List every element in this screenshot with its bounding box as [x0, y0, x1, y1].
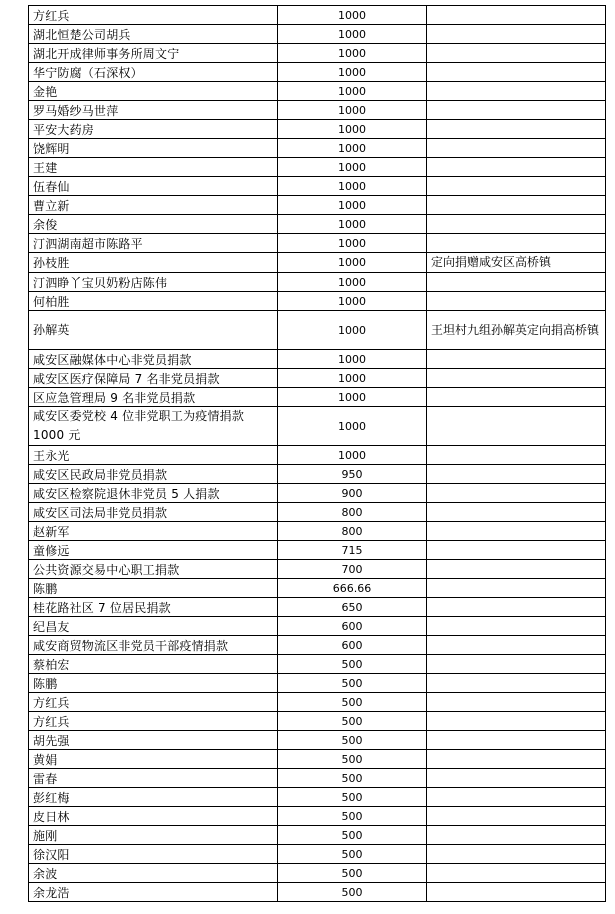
note-cell: [427, 292, 606, 311]
note-cell: [427, 826, 606, 845]
amount-cell: 1000: [278, 234, 427, 253]
donor-name-cell: 胡先强: [29, 731, 278, 750]
table-row: [29, 6, 606, 25]
donor-name-cell: 何柏胜: [29, 292, 278, 311]
donor-name-cell: 饶辉明: [29, 139, 278, 158]
amount-cell: 1000: [278, 82, 427, 101]
note-cell: [427, 465, 606, 484]
table-row: [29, 598, 606, 617]
amount-cell: 1000: [278, 101, 427, 120]
amount-cell: 1000: [278, 292, 427, 311]
donor-name-cell: 王建: [29, 158, 278, 177]
table-row: [29, 234, 606, 253]
note-cell: [427, 788, 606, 807]
note-cell: [427, 234, 606, 253]
note-cell: [427, 484, 606, 503]
note-cell: [427, 215, 606, 234]
amount-cell: 666.66: [278, 579, 427, 598]
table-row: [29, 522, 606, 541]
donor-name-cell: 华宁防腐（石深权）: [29, 63, 278, 82]
donor-name-cell: 罗马婚纱马世萍: [29, 101, 278, 120]
amount-cell: 1000: [278, 120, 427, 139]
donor-name-cell: 咸安区司法局非党员捐款: [29, 503, 278, 522]
table-row: [29, 82, 606, 101]
table-row: [29, 215, 606, 234]
amount-cell: 1000: [278, 25, 427, 44]
amount-cell: 500: [278, 712, 427, 731]
table-row: [29, 101, 606, 120]
table-row: [29, 311, 606, 350]
note-cell: [427, 693, 606, 712]
amount-cell: 500: [278, 845, 427, 864]
note-cell: [427, 196, 606, 215]
donor-name-cell: 赵新军: [29, 522, 278, 541]
amount-cell: 500: [278, 674, 427, 693]
table-row: [29, 807, 606, 826]
amount-cell: 650: [278, 598, 427, 617]
donor-name-cell: 方红兵: [29, 6, 278, 25]
donor-name-cell: 公共资源交易中心职工捐款: [29, 560, 278, 579]
note-cell: [427, 158, 606, 177]
amount-cell: 1000: [278, 6, 427, 25]
amount-cell: 1000: [278, 369, 427, 388]
amount-cell: 500: [278, 693, 427, 712]
donor-name-cell: 湖北恒楚公司胡兵: [29, 25, 278, 44]
table-row: [29, 731, 606, 750]
amount-cell: 1000: [278, 311, 427, 350]
amount-cell: 800: [278, 503, 427, 522]
donor-name-cell: 咸安区委党校 4 位非党职工为疫情捐款 1000 元: [29, 407, 278, 446]
note-cell: [427, 617, 606, 636]
amount-cell: 500: [278, 655, 427, 674]
note-cell: [427, 63, 606, 82]
table-row: [29, 158, 606, 177]
donor-name-cell: 咸安商贸物流区非党员干部疫情捐款: [29, 636, 278, 655]
table-row: [29, 25, 606, 44]
donor-name-cell: 徐汉阳: [29, 845, 278, 864]
amount-cell: 500: [278, 750, 427, 769]
table-row: [29, 253, 606, 273]
note-cell: [427, 446, 606, 465]
donor-name-cell: 陈鹏: [29, 579, 278, 598]
table-row: [29, 177, 606, 196]
note-cell: [427, 864, 606, 883]
note-cell: [427, 139, 606, 158]
amount-cell: 1000: [278, 177, 427, 196]
donor-name-cell: 区应急管理局 9 名非党员捐款: [29, 388, 278, 407]
amount-cell: 500: [278, 826, 427, 845]
table-row: [29, 465, 606, 484]
amount-cell: 500: [278, 807, 427, 826]
table-row: [29, 579, 606, 598]
donor-name-cell: 余俊: [29, 215, 278, 234]
note-cell: [427, 177, 606, 196]
table-row: [29, 407, 606, 446]
table-row: [29, 826, 606, 845]
donor-name-cell: 平安大药房: [29, 120, 278, 139]
amount-cell: 500: [278, 883, 427, 902]
note-cell: [427, 120, 606, 139]
donor-name-cell: 余龙浩: [29, 883, 278, 902]
note-cell: [427, 407, 606, 446]
amount-cell: 1000: [278, 158, 427, 177]
note-cell: [427, 25, 606, 44]
note-cell: [427, 44, 606, 63]
table-row: [29, 484, 606, 503]
note-cell: [427, 579, 606, 598]
donor-name-cell: 孙枝胜: [29, 253, 278, 273]
table-row: [29, 196, 606, 215]
amount-cell: 1000: [278, 215, 427, 234]
table-row: [29, 560, 606, 579]
amount-cell: 800: [278, 522, 427, 541]
donor-name-cell: 曹立新: [29, 196, 278, 215]
note-cell: [427, 712, 606, 731]
donor-name-cell: 汀泗睁丫宝贝奶粉店陈伟: [29, 273, 278, 292]
amount-cell: 500: [278, 769, 427, 788]
table-row: [29, 883, 606, 902]
donor-name-cell: 蔡柏宏: [29, 655, 278, 674]
donor-name-cell: 纪昌友: [29, 617, 278, 636]
note-cell: [427, 883, 606, 902]
table-row: [29, 845, 606, 864]
donor-name-cell: 方红兵: [29, 693, 278, 712]
amount-cell: 1000: [278, 446, 427, 465]
table-row: [29, 693, 606, 712]
table-row: [29, 139, 606, 158]
donor-name-cell: 黄娟: [29, 750, 278, 769]
donor-name-cell: 咸安区融媒体中心非党员捐款: [29, 350, 278, 369]
table-row: [29, 388, 606, 407]
amount-cell: 715: [278, 541, 427, 560]
amount-cell: 600: [278, 617, 427, 636]
amount-cell: 1000: [278, 44, 427, 63]
donor-name-cell: 汀泗湖南超市陈路平: [29, 234, 278, 253]
amount-cell: 950: [278, 465, 427, 484]
table-row: [29, 788, 606, 807]
note-cell: [427, 674, 606, 693]
table-row: [29, 63, 606, 82]
note-cell: [427, 769, 606, 788]
amount-cell: 600: [278, 636, 427, 655]
donor-name-cell: 皮日林: [29, 807, 278, 826]
donor-name-cell: 余波: [29, 864, 278, 883]
table-row: [29, 292, 606, 311]
note-cell: [427, 101, 606, 120]
donor-name-cell: 方红兵: [29, 712, 278, 731]
note-cell: 定向捐赠咸安区高桥镇: [427, 253, 606, 273]
note-cell: [427, 560, 606, 579]
donor-name-cell: 雷春: [29, 769, 278, 788]
amount-cell: 500: [278, 864, 427, 883]
table-row: [29, 712, 606, 731]
note-cell: [427, 82, 606, 101]
donor-name-cell: 咸安区民政局非党员捐款: [29, 465, 278, 484]
donor-name-cell: 彭红梅: [29, 788, 278, 807]
note-cell: [427, 350, 606, 369]
table-row: [29, 273, 606, 292]
table-row: [29, 655, 606, 674]
table-row: [29, 369, 606, 388]
donor-name-cell: 桂花路社区 7 位居民捐款: [29, 598, 278, 617]
note-cell: [427, 369, 606, 388]
table-row: [29, 864, 606, 883]
table-row: [29, 350, 606, 369]
table-row: [29, 769, 606, 788]
table-row: [29, 541, 606, 560]
donor-name-cell: 王永光: [29, 446, 278, 465]
amount-cell: 1000: [278, 273, 427, 292]
note-cell: [427, 6, 606, 25]
note-cell: [427, 273, 606, 292]
amount-cell: 1000: [278, 196, 427, 215]
amount-cell: 1000: [278, 350, 427, 369]
amount-cell: 1000: [278, 388, 427, 407]
amount-cell: 900: [278, 484, 427, 503]
table-row: [29, 503, 606, 522]
note-cell: [427, 636, 606, 655]
donor-name-cell: 咸安区医疗保障局 7 名非党员捐款: [29, 369, 278, 388]
note-cell: [427, 807, 606, 826]
amount-cell: 700: [278, 560, 427, 579]
donor-name-cell: 童修远: [29, 541, 278, 560]
donor-name-cell: 伍春仙: [29, 177, 278, 196]
amount-cell: 1000: [278, 407, 427, 446]
donor-name-cell: 湖北开成律师事务所周文宁: [29, 44, 278, 63]
table-row: [29, 636, 606, 655]
amount-cell: 1000: [278, 139, 427, 158]
amount-cell: 500: [278, 788, 427, 807]
table-row: [29, 674, 606, 693]
table-row: [29, 617, 606, 636]
table-row: [29, 120, 606, 139]
note-cell: [427, 388, 606, 407]
donor-name-cell: 咸安区检察院退休非党员 5 人捐款: [29, 484, 278, 503]
donor-name-cell: 陈鹏: [29, 674, 278, 693]
table-row: [29, 750, 606, 769]
amount-cell: 1000: [278, 253, 427, 273]
note-cell: [427, 522, 606, 541]
note-cell: 王坦村九组孙解英定向捐高桥镇: [427, 311, 606, 350]
note-cell: [427, 655, 606, 674]
note-cell: [427, 731, 606, 750]
amount-cell: 500: [278, 731, 427, 750]
note-cell: [427, 750, 606, 769]
donor-name-cell: 施刚: [29, 826, 278, 845]
note-cell: [427, 541, 606, 560]
note-cell: [427, 598, 606, 617]
donation-table-body: [29, 6, 606, 902]
table-row: [29, 44, 606, 63]
table-row: [29, 446, 606, 465]
note-cell: [427, 503, 606, 522]
note-cell: [427, 845, 606, 864]
amount-cell: 1000: [278, 63, 427, 82]
donation-table: [28, 5, 606, 902]
donor-name-cell: 孙解英: [29, 311, 278, 350]
donor-name-cell: 金艳: [29, 82, 278, 101]
